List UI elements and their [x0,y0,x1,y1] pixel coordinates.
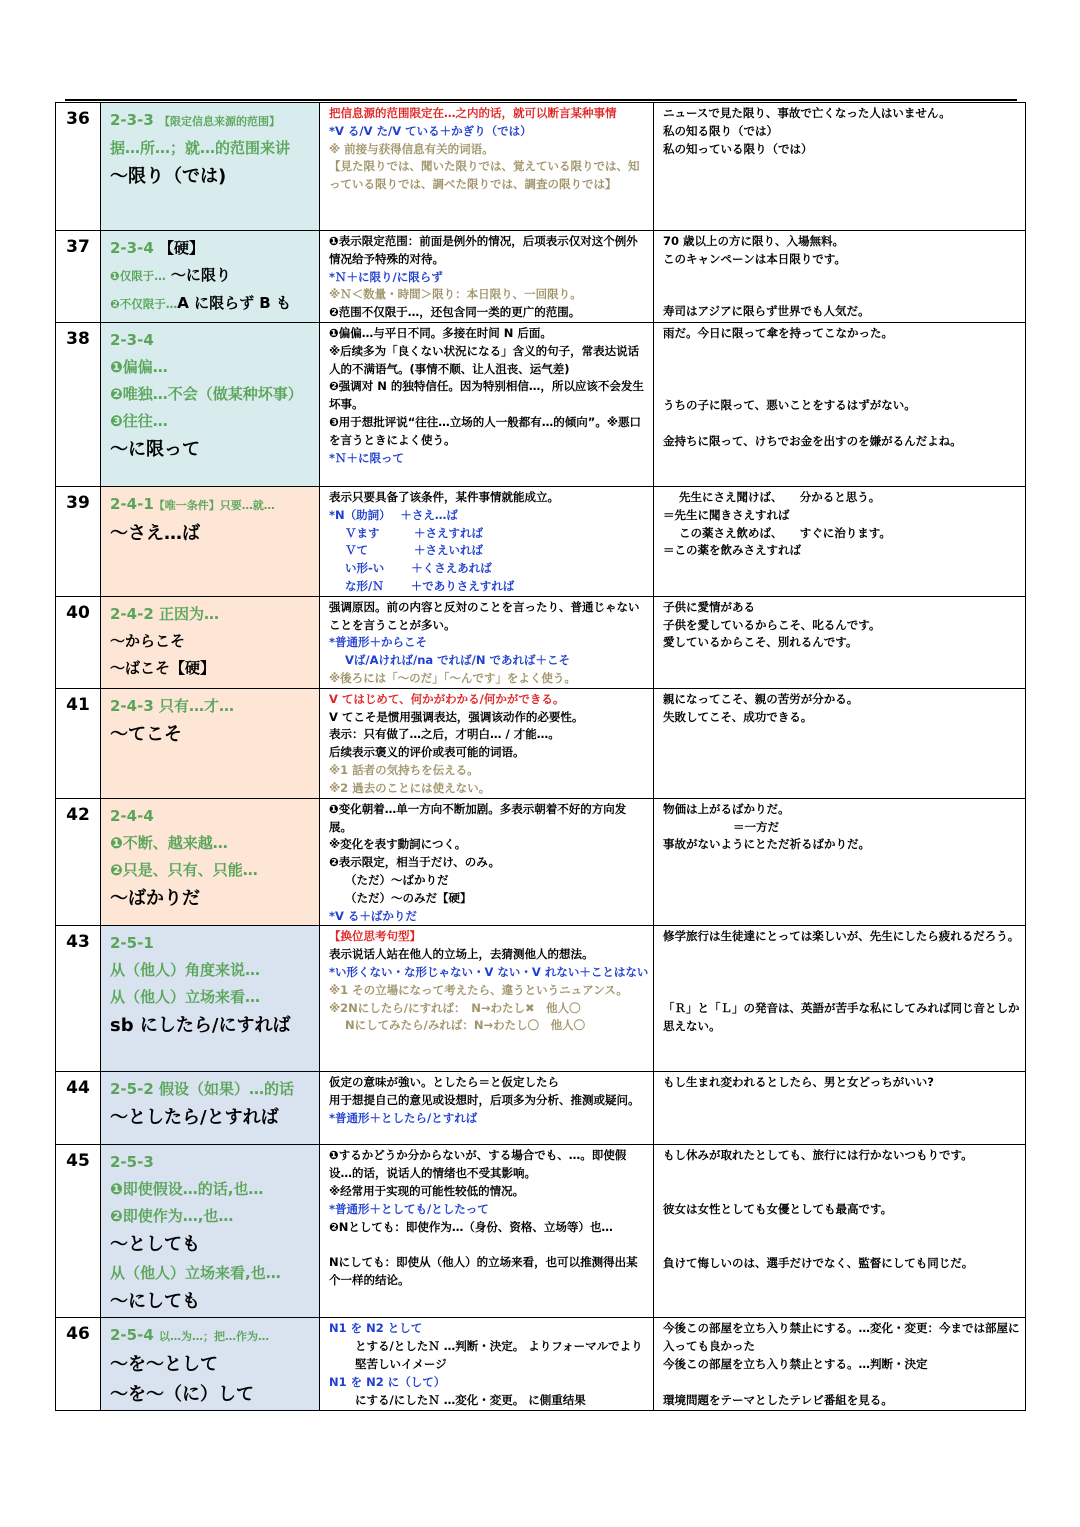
example-line: ＝この薬を飲みさえすれば [663,543,801,558]
explanation-line: 用于想提自己的意见或设想时，后项多为分析、推测或疑问。 [329,1093,640,1108]
topic-subitem: ❷只是、只有、只能… [110,860,258,879]
topic-cell [101,1318,320,1411]
example-line: 子供を愛しているからこそ、叱るんです。 [663,617,881,632]
topic-subitem: ❸往往… [110,412,168,430]
explanation-cell [320,487,654,597]
example-line: 失敗してこそ、成功できる。 [663,709,813,724]
top-rule [65,99,1017,101]
explanation-line: *Ｎ＋に限って [329,450,405,465]
topic-description: 从（他人）立场来看,也… [110,1264,281,1283]
example-line: 雨だ。今日に限って傘を持ってこなかった。 [663,326,893,340]
topic-cell [101,103,320,231]
explanation-line: ❸用于想批评说“往往…立场的人一般都有…的倾向”。※悪口を言うときによく使う。 [329,414,642,447]
explanation-line: ※后续多为「良くない状況になる」含义的句子，常表达说话人的不满语气。(事情不顺、让人沮丧、运气差) [329,343,640,376]
explanation-line: Ｖて ＋さえいれば [345,543,483,558]
example-cell [654,323,1026,487]
explanation-cell [320,926,654,1072]
topic-cell [101,798,320,926]
example-line: 彼女は女性としても女優としても最高です。 [663,1202,893,1217]
explanation-line: ※1 話者の気持ちを伝える。 [329,762,479,777]
example-line: もし生まれ変われるとしたら、男と女どっちがいい? [663,1075,934,1090]
explanation-line: な形/Ｎ ＋でありさえすれば [345,578,515,593]
explanation-line: 后续表示褒义的评价或表可能的词语。 [329,745,525,760]
table-row [56,798,1026,926]
example-line: このキャンペーンは本日限りです。 [663,251,846,266]
explanation-line: 【見た限りでは、聞いた限りでは、覚えている限りでは、知っている限りでは、調べた限りでは、調査の限りでは】 [329,159,640,192]
table-row [56,688,1026,798]
topic-cell [101,596,320,688]
explanation-line: V てはじめて、何かがわかる/何かができる。 [329,691,565,706]
explanation-line: ❶偏偏…与平日不同。多接在时间 N 后面。 [329,326,552,340]
grammar-pattern: ～としても [110,1234,200,1256]
topic-cell [101,1072,320,1145]
topic-subitem: ❷唯独…不会（做某种坏事） [110,385,303,403]
explanation-line: ❶表示限定范围：前面是例外的情况，后项表示仅对这个例外情况给予特殊的对待。 [329,234,638,266]
example-line: 親になってこそ、親の苦労が分かる。 [663,691,859,706]
explanation-line: Vば/Aければ/na でれば/N であれば＋こそ [345,653,570,668]
explanation-line: 表示只要具备了该条件，某件事情就能成立。 [329,490,559,504]
example-line: 修学旅行は生徒達にとっては楽しいが、先生にしたら疲れるだろう。 [663,929,1020,944]
explanation-line: （ただ）～のみだ【硬】 [345,890,472,905]
topic-heading: 2-3-4 【硬】 [110,239,205,257]
explanation-line: ※変化を表す動詞につく。 [329,837,467,852]
explanation-line: 表示：只有做了…之后，才明白… / 才能…。 [329,727,560,742]
grammar-pattern: ～さえ…ば [110,523,200,544]
explanation-line: ※1 その立場になって考えたら、違うというニュアンス。 [329,982,628,997]
topic-subitem: ❶不断、越来越… [110,833,228,852]
topic-heading: 2-5-1 [110,934,154,953]
explanation-line: 【换位思考句型】 [329,929,421,944]
topic-heading: 2-4-4 [110,806,154,825]
explanation-line: *N（助詞） ＋さえ…ば [329,507,458,522]
example-cell [654,926,1026,1072]
example-line: 今後この部屋を立ち入り禁止とする。…判断・決定 [663,1356,928,1371]
explanation-line: Ｖます ＋さえすれば [345,525,483,540]
explanation-line: 表示说话人站在他人的立场上，去猜测他人的想法。 [329,947,594,962]
example-line: ＝先生に聞きさえすれば [663,507,790,522]
explanation-line: ❷强调对 N 的独特信任。因为特别相信…，所以应该不会发生坏事。 [329,379,644,412]
example-cell [654,1318,1026,1411]
example-cell [654,103,1026,231]
explanation-line: ❶变化朝着…单一方向不断加剧。多表示朝着不好的方向发展。 [329,801,627,834]
explanation-line: *普通形＋としたら/とすれば [329,1110,478,1125]
topic-heading: 2-4-3 只有…才… [110,696,235,715]
table-row [56,231,1026,323]
topic-cell [101,323,320,487]
grammar-pattern: ～としたら/とすれば [110,1107,279,1129]
example-line: うちの子に限って、悪いことをするはずがない。 [663,397,916,412]
explanation-line: ❷范围不仅限于…，还包含同一类的更广的范围。 [329,305,581,320]
table-row [56,1145,1026,1318]
explanation-line: *Ｎ＋に限り/に限らず [329,269,443,284]
explanation-line: （ただ）～ばかりだ [345,872,449,887]
row-number: 37 [56,231,101,323]
row-number: 39 [56,487,101,597]
topic-subitem: ❷即使作为…,也… [110,1207,234,1226]
row-number: 44 [56,1072,101,1145]
explanation-line: *い形くない・な形じゃない・V ない・V れない＋ことはない [329,964,649,979]
example-line: この薬さえ飲めば、 すぐに治ります。 [679,525,891,540]
topic-heading: 2-3-3 【限定信息来源的范围】 [110,111,280,129]
example-line: 金持ちに限って、けちでお金を出すのを嫌がるんだよね。 [663,433,962,448]
grammar-pattern: ～からこそ [110,631,186,650]
table-row [56,926,1026,1072]
explanation-line: ※2Nにしたら/にすれば： N→わたし✖ 他人〇 [329,1000,581,1015]
explanation-line: ※Ｎ＜数量・時間＞限り：本日限り、一回限り。 [329,287,582,302]
table-row [56,487,1026,597]
grammar-pattern: sb にしたら/にすれば [110,1015,291,1037]
row-number: 41 [56,688,101,798]
example-line: 負けて悔しいのは、選手だけでなく、監督にしても同じだ。 [663,1255,974,1270]
explanation-line: ※後ろには「～のだ」「～んです」をよく使う。 [329,670,576,685]
example-line: 先生にさえ聞けば、 分かると思う。 [679,490,881,504]
explanation-line: ※2 過去のことには使えない。 [329,780,491,795]
row-number: 43 [56,926,101,1072]
grammar-pattern: ～てこそ [110,723,182,745]
table-row [56,1072,1026,1145]
grammar-pattern: ～ばこそ【硬】 [110,658,216,677]
topic-heading: 2-5-3 [110,1153,154,1172]
topic-cell [101,487,320,597]
grammar-pattern: ～ばかりだ [110,887,200,909]
topic-subitem: ❶即使假设…的话,也… [110,1180,264,1199]
explanation-line: にする/にしたＮ …変化・変更。 に側重结果 [355,1392,586,1407]
explanation-line: *普通形＋からこそ [329,635,428,650]
example-cell [654,487,1026,597]
row-number: 42 [56,798,101,926]
explanation-line: *普通形＋としても/としたって [329,1201,489,1216]
explanation-cell [320,231,654,323]
example-line: 「Ｒ」と「Ｌ」の発音は、英語が苦手な私にしてみれば同じ音としか思えない。 [663,1001,1020,1033]
example-line: 私の知る限り（では） [663,123,778,138]
explanation-cell [320,1072,654,1145]
example-line: 事故がないようにとただ祈るばかりだ。 [663,837,870,852]
explanation-line: N1 を N2 として [329,1321,423,1336]
topic-subitem: ❶仅限于… ～に限り [110,266,231,284]
row-number: 46 [56,1318,101,1411]
topic-heading: 2-4-2 正因为… [110,604,220,623]
explanation-line: い形-い ＋くさえあれば [345,561,492,576]
topic-cell [101,926,320,1072]
grammar-pattern: ～限り（では) [110,166,227,187]
grammar-table [55,102,1026,1411]
explanation-cell [320,688,654,798]
topic-heading: 2-5-2 假设（如果）…的话 [110,1080,295,1099]
example-line: 愛しているからこそ、別れるんです。 [663,635,858,650]
example-line: ＝一方だ [733,819,779,834]
topic-heading: 2-3-4 [110,331,154,349]
example-cell [654,1072,1026,1145]
grammar-pattern: ～を～として [110,1354,218,1376]
example-line: 今後この部屋を立ち入り禁止にする。…変化・変更：今までは部屋に入っても良かった [663,1321,1020,1354]
row-number: 38 [56,323,101,487]
explanation-line: ❷Nとしても：即使作为…（身份、资格、立场等）也… [329,1219,613,1234]
explanation-line: Nにしても：即使从（他人）的立场来看，也可以推测得出某个一样的结论。 [329,1255,638,1288]
grammar-pattern: ～に限って [110,439,200,460]
example-cell [654,1145,1026,1318]
topic-description: 据…所…；就…的范围来讲 [110,139,291,157]
topic-cell [101,231,320,323]
example-line: 物価は上がるばかりだ。 [663,801,790,816]
example-line: 寿司はアジアに限らず世界でも人気だ。 [663,303,870,318]
explanation-line: とする/としたＮ …判断・決定。 よりフォーマルでより堅苦しいイメージ [355,1339,643,1371]
grammar-pattern: ～にしても [110,1291,200,1313]
explanation-cell [320,323,654,487]
example-line: 70 歳以上の方に限り、入場無料。 [663,234,845,248]
example-line: 環境問題をテーマとしたテレビ番組を見る。 [663,1392,893,1407]
explanation-line: *V る＋ばかりだ [329,908,417,923]
topic-description: 从（他人）角度来说… [110,961,261,980]
explanation-cell [320,1145,654,1318]
explanation-cell [320,596,654,688]
explanation-line: V てこそ是惯用强调表达，强调该动作的必要性。 [329,709,584,724]
explanation-line: N1 を N2 に（して） [329,1374,446,1389]
topic-cell [101,1145,320,1318]
example-line: 子供に愛情がある [663,599,755,614]
table-row [56,1318,1026,1411]
explanation-line: 仮定の意味が強い。としたら＝と仮定したら [329,1075,559,1090]
example-cell [654,231,1026,323]
explanation-line: 把信息源的范围限定在…之内的话，就可以断言某种事情 [329,106,617,120]
topic-description: 从（他人）立场来看… [110,988,261,1007]
explanation-line: Nにしてみたら/みれば：N→わたし〇 他人〇 [345,1018,586,1033]
explanation-line: 强调原因。前の内容と反対のことを言ったり、普通じゃないことを言うことが多い。 [329,599,640,632]
example-cell [654,798,1026,926]
explanation-line: ※经常用于实现的可能性较低的情况。 [329,1183,525,1198]
row-number: 36 [56,103,101,231]
row-number: 45 [56,1145,101,1318]
explanation-line: *V る/V た/V ている＋かぎり（では） [329,123,532,138]
explanation-cell [320,1318,654,1411]
topic-heading: 2-5-4 以…为…；把…作为… [110,1326,269,1345]
topic-subitem: ❷不仅限于…A に限らず B も [110,294,291,312]
example-cell [654,596,1026,688]
table-row [56,596,1026,688]
example-line: もし休みが取れたとしても、旅行には行かないつもりです。 [663,1148,973,1163]
topic-heading: 2-4-1【唯一条件】只要…就… [110,495,275,513]
example-cell [654,688,1026,798]
row-number: 40 [56,596,101,688]
table-row [56,103,1026,231]
explanation-cell [320,103,654,231]
table-row [56,323,1026,487]
explanation-line: ❷表示限定，相当于だけ、のみ。 [329,855,500,870]
explanation-cell [320,798,654,926]
example-line: 私の知っている限り（では） [663,141,813,156]
grammar-pattern: ～を～（に）して [110,1384,254,1406]
topic-subitem: ❶偏偏… [110,358,168,376]
example-line: ニュースで見た限り、事故で亡くなった人はいません。 [663,106,951,120]
explanation-line: ❶するかどうか分からないが、する場合でも、…。即使假设…的话，说话人的情绪也不受其影响。 [329,1148,627,1181]
topic-cell [101,688,320,798]
explanation-line: ※ 前接与获得信息有关的词语。 [329,141,494,156]
